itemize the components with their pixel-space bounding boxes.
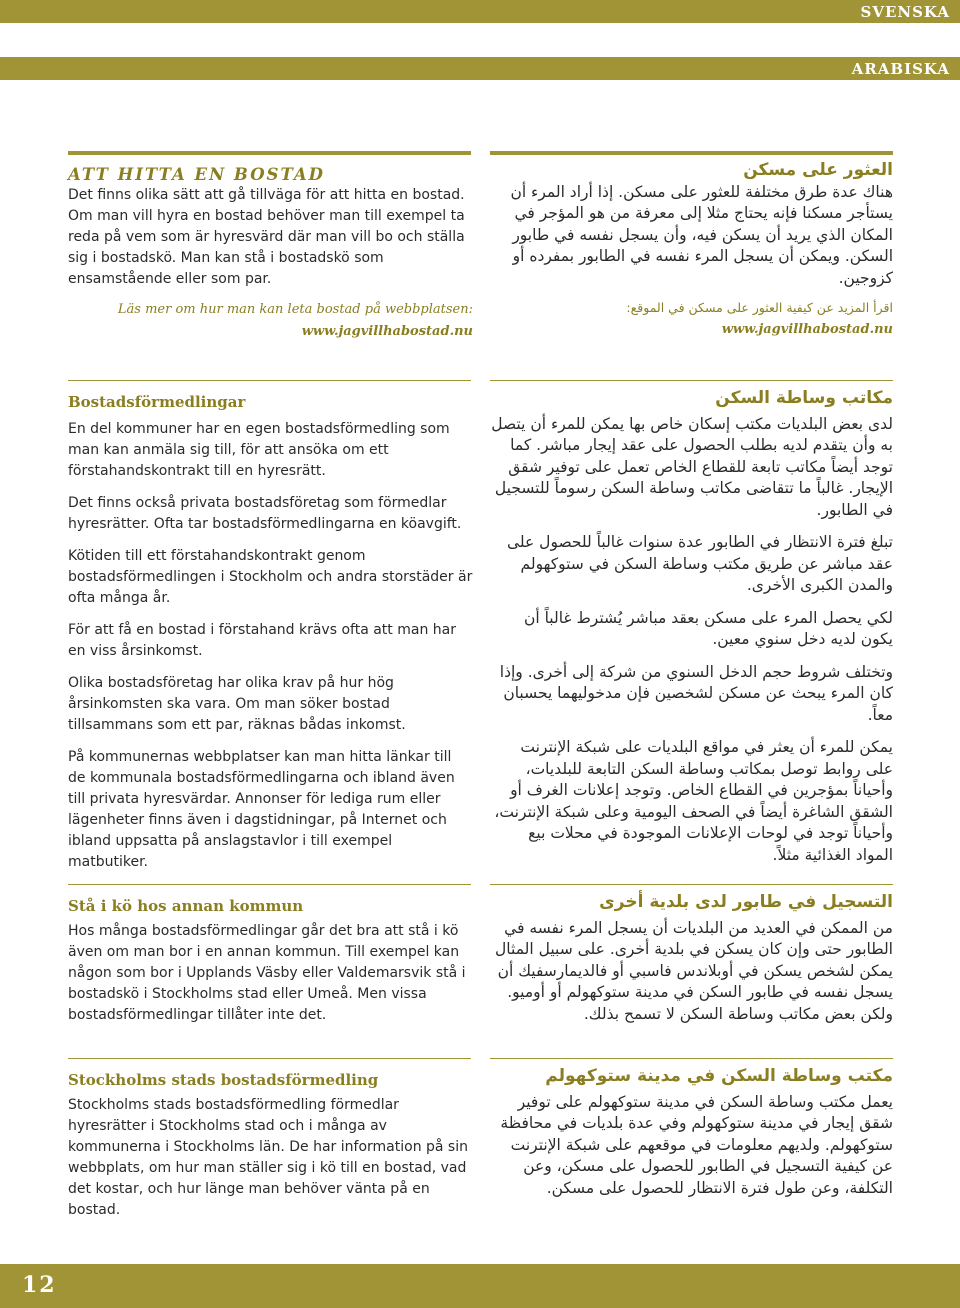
ar-url-link[interactable]: www.jagvillhabostad.nu	[721, 322, 893, 337]
sv-paragraph: Det finns också privata bostadsföretag som förmedlar hyresrätter. Ofta tar bostadsförmedlingarna en köavgift.	[68, 495, 462, 532]
sv-paragraph: En del kommuner har en egen bostadsförmedling som man kan anmäla sig till, för att ansöka om ett förstahandskontrakt till en hyresrätt.	[68, 421, 450, 479]
ar-section-find-housing	[490, 160, 893, 341]
sv-section-find-housing	[68, 164, 473, 342]
sv-section-title: ATT HITTA EN BOSTAD	[68, 165, 325, 184]
sv-section-other-municipality	[68, 896, 473, 1026]
ar-paragraph: هناك عدة طرق مختلفة للعثور على مسكن. إذا أراد المرء أن يستأجر مسكنا فإنه يحتاج مثلا إلى معرفة من هو المؤجر في المكان الذي يريد أن يسكن فيه، وأن يسجل نفسه في طابور السكن. ويمكن أن يسجل المرء نفسه في الطابور بمفرده أو كزوجين.	[510, 182, 893, 287]
sv-paragraph: För att få en bostad i förstahand krävs ofta att man har en viss årsinkomst.	[68, 622, 456, 659]
ar-section-title: مكتب وساطة السكن في مدينة ستوكهولم	[545, 1066, 893, 1086]
ar-paragraph: وتختلف شروط حجم الدخل السنوي من شركة إلى أخرى. وإذا كان المرء يبحث عن مسكن لشخصين فإن مدخوليهما يحسبان معاً.	[499, 662, 893, 724]
sv-url-link[interactable]: www.jagvillhabostad.nu	[301, 324, 473, 339]
ar-section-other-municipality	[490, 892, 893, 1025]
sv-read-more: Läs mer om hur man kan leta bostad på webbplatsen:	[117, 302, 473, 317]
ar-section-title: العثور على مسكن	[743, 160, 893, 180]
section-rule-ar-3	[490, 884, 893, 885]
language-label-svenska: SVENSKA	[860, 3, 950, 21]
ar-section-title: التسجيل في طابور لدى بلدية أخرى	[599, 892, 893, 912]
ar-paragraph: تبلغ فترة الانتظار في الطابور عدة سنوات غالباً للحصول على عقد مباشر عن طريق مكتب وساطة السكن في ستوكهولم والمدن الكبرى الأخرى.	[506, 533, 893, 594]
ar-paragraph: من الممكن في العديد من البلديات أن يسجل المرء نفسه في الطابور حتى وإن كان يسكن في بلدية أخرى. على سبيل المثال يمكن لشخص يسكن في أوبلاندس فاسبي أو فالديمارسفيك أن يسجل نفسه في طابور السكن في مدينة ستوكهولم أو أوميو. ولكن بعض مكاتب وساطة السكن لا تسمح بذلك.	[495, 918, 893, 1023]
section-rule-ar-4	[490, 1058, 893, 1059]
sv-section-title: Stå i kö hos annan kommun	[68, 897, 304, 915]
section-rule-sv-2	[68, 380, 471, 381]
ar-paragraph: يمكن للمرء أن يعثر في مواقع البلديات على شبكة الإنترنت على روابط توصل بمكاتب وساطة السكن التابعة للبلديات، وأحياناً بمؤجرين في القطاع الخاص. وتوجد إعلانات الغرف أو الشقق الشاغرة أيضاً في الصحف اليومية وعلى شبكة الإنترنت، وأحياناً توجد في لوحات الإعلانات الموجودة في محلات بيع المواد الغذائية مثلاً.	[494, 738, 893, 864]
section-rule-sv-4	[68, 1058, 471, 1059]
section-rule-sv-3	[68, 884, 471, 885]
sv-paragraph: Hos många bostadsförmedlingar går det bra att stå i kö även om man bor i en annan kommun. Till exempel kan någon som bor i Upplands Väsby eller Valdemarsvik stå i bostadskö i Stockholms stad eller Umeå. Men vissa bostadsförmedlingar tillåter inte det.	[68, 923, 466, 1023]
page-number: 12	[22, 1272, 57, 1298]
language-bar-arabiska	[0, 57, 960, 80]
ar-paragraph: يعمل مكتب وساطة السكن في مدينة ستوكهولم على توفير شقق إيجار في مدينة ستوكهولم وفي عدة بلديات في محافظة ستوكهولم. ولديهم معلومات في موقعهم على شبكة الإنترنت عن كيفية التسجيل في الطابور للحصول على مسكن، وعن التكلفة، وعن طول فترة الانتظار للحصول على مسكن.	[500, 1092, 893, 1197]
language-label-arabiska: ARABISKA	[851, 60, 950, 78]
ar-paragraph: لدى بعض البلديات مكتب إسكان خاص بها يمكن للمرء أن يتصل به وأن يتقدم لديه بطلب الحصول على عقد إيجار مباشر. كما توجد أيضاً مكاتب تابعة للقطاع الخاص تعمل على توفير شقق الإيجار. غالباً ما تتقاضى مكاتب وساطة السكن رسوماً للتسجيل في الطابور.	[491, 414, 893, 519]
sv-section-stockholm-agency	[68, 1070, 473, 1221]
sv-paragraph: På kommunernas webbplatser kan man hitta länkar till de kommunala bostadsförmedlingarna och ibland även till privata hyresvärdar. Annonser för lediga rum eller lägenheter finns även i dagstidningar, på Internet och ibland uppsatta på anslagstavlor i till exempel matbutiker.	[68, 749, 455, 870]
ar-section-title: مكاتب وساطة السكن	[715, 388, 893, 408]
ar-paragraph: لكي يحصل المرء على مسكن بعقد مباشر يُشترط غالباً أن يكون لديه دخل سنوي معين.	[523, 608, 893, 648]
sv-paragraph: Olika bostadsföretag har olika krav på hur hög årsinkomsten ska vara. Om man söker bostad tillsammans som ett par, räknas bådas inkomst.	[68, 675, 406, 733]
ar-read-more: اقرأ المزيد عن كيفية العثور على مسكن في الموقع:	[626, 300, 893, 315]
sv-paragraph: Kötiden till ett förstahandskontrakt genom bostadsförmedlingen i Stockholm och andra storstäder är ofta många år.	[68, 548, 473, 606]
sv-paragraph: Stockholms stads bostadsförmedling förmedlar hyresrätter i Stockholms stad och i många av kommunerna i Stockholms län. De har information på sin webbplats, om hur man ställer sig i kö till en bostad, vad det kostar, och hur länge man behöver vänta på en bostad.	[68, 1097, 468, 1218]
section-rule-ar-1	[490, 151, 893, 155]
ar-section-housing-agencies	[490, 388, 893, 866]
page-footer	[0, 1264, 960, 1308]
section-rule-sv-1	[68, 151, 471, 155]
section-rule-ar-2	[490, 380, 893, 381]
sv-paragraph: Det finns olika sätt att gå tillväga för att hitta en bostad. Om man vill hyra en bostad behöver man till exempel ta reda på vem som är hyresvärd där man vill bo och ställa sig i bostadskö. Man kan stå i bostadskö som ensamstående eller som par.	[68, 187, 465, 287]
ar-section-stockholm-agency	[490, 1066, 893, 1199]
sv-section-housing-agencies	[68, 392, 473, 873]
language-bar-svenska	[0, 0, 960, 23]
sv-section-title: Stockholms stads bostadsförmedling	[68, 1071, 379, 1089]
sv-section-title: Bostadsförmedlingar	[68, 393, 246, 411]
